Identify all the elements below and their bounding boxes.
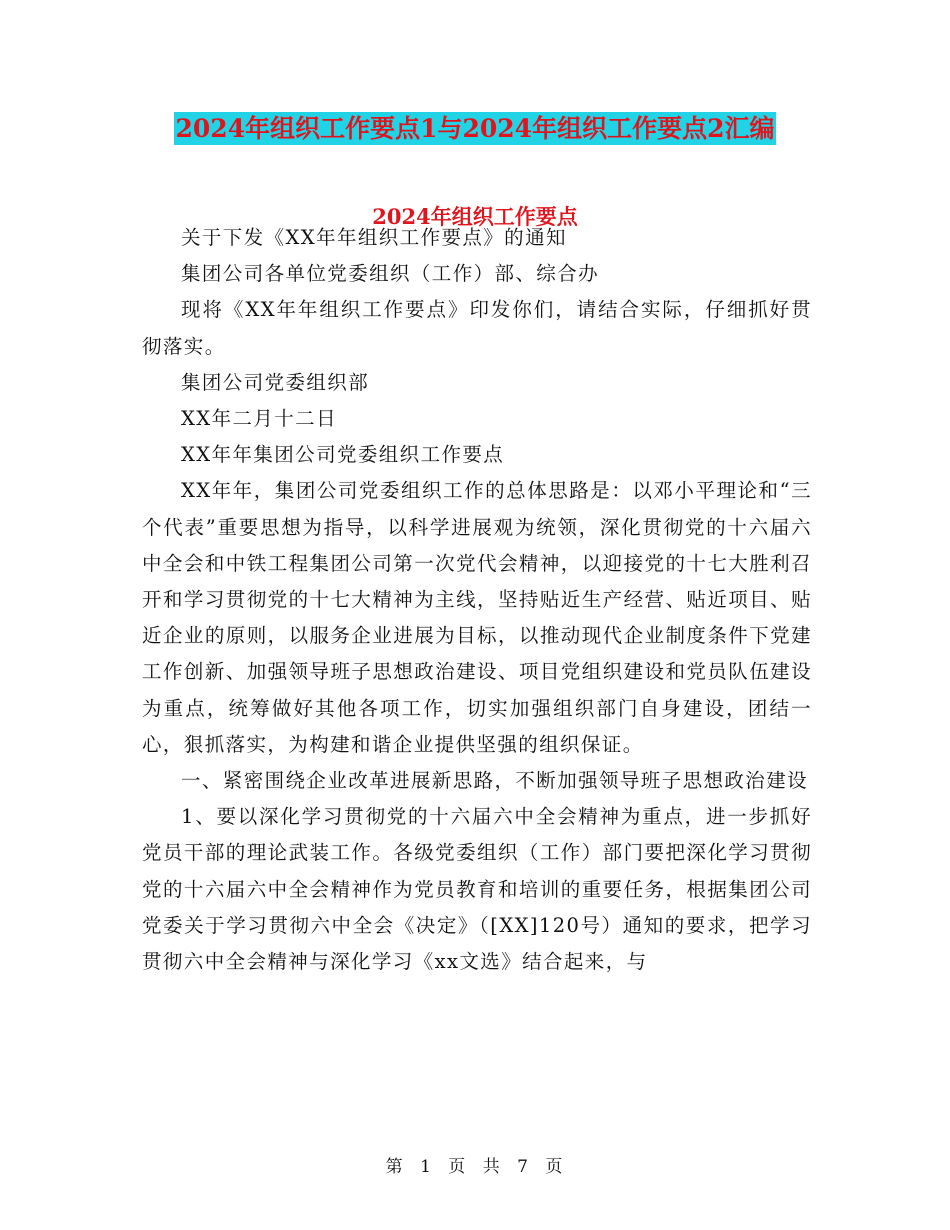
paragraph-heading-one: 一、紧密围绕企业改革进展新思路，不断加强领导班子思想政治建设 — [181, 769, 809, 793]
paragraph-item-one: 1、要以深化学习贯彻党的十六届六中全会精神为重点，进一步抓好党员干部的理论武装工作。各级党委组织（工作）部门要把深化学习贯彻党的十六届六中全会精神作为党员教育和培训的重要任务，根据集团公司党委关于学习贯彻六中全会《决定》（[XX]120号）通知的要求，把学习贯彻六中全会精神与深化学习《xx文选》结合起来，与 — [142, 805, 812, 974]
document-body — [142, 220, 812, 980]
footer-page-number: 1 — [420, 1157, 433, 1177]
footer-page-word: 页 — [448, 1157, 468, 1177]
document-main-title — [0, 112, 950, 146]
footer-total-word: 页 — [545, 1157, 565, 1177]
footer-page-prefix: 第 — [385, 1157, 405, 1177]
paragraph-notice-title: 关于下发《XX年年组织工作要点》的通知 — [181, 226, 567, 249]
footer-total-prefix: 共 — [482, 1157, 502, 1177]
main-title-text: 2024年组织工作要点1与2024年组织工作要点2汇编 — [175, 114, 775, 143]
footer-total-pages: 7 — [517, 1157, 530, 1177]
paragraph-issuer: 集团公司党委组织部 — [181, 370, 370, 394]
paragraph-overall-idea: XX年年，集团公司党委组织工作的总体思路是：以邓小平理论和“三个代表”重要思想为指导，以科学进展观为统领，深化贯彻党的十六届六中全会和中铁工程集团公司第一次党代会精神，以迎接党的十七大胜利召开和学习贯彻党的十七大精神为主线，坚持贴近生产经营、贴近项目、贴近企业的原则，以服务企业进展为目标，以推动现代企业制度条件下党建工作创新、加强领导班子思想政治建设、项目党组织建设和党员队伍建设为重点，统筹做好其他各项工作，切实加强组织部门自身建设，团结一心，狠抓落实，为构建和谐企业提供坚强的组织保证。 — [142, 479, 812, 756]
page-footer — [0, 1152, 950, 1177]
paragraph-date: XX年二月十二日 — [181, 407, 337, 431]
paragraph-instruction: 现将《XX年年组织工作要点》印发你们，请结合实际，仔细抓好贯彻落实。 — [142, 298, 812, 358]
paragraph-subtitle: XX年年集团公司党委组织工作要点 — [181, 443, 505, 467]
paragraph-recipients: 集团公司各单位党委组织（工作）部、综合办 — [181, 262, 600, 286]
section-title: 2024年组织工作要点 — [372, 204, 578, 229]
